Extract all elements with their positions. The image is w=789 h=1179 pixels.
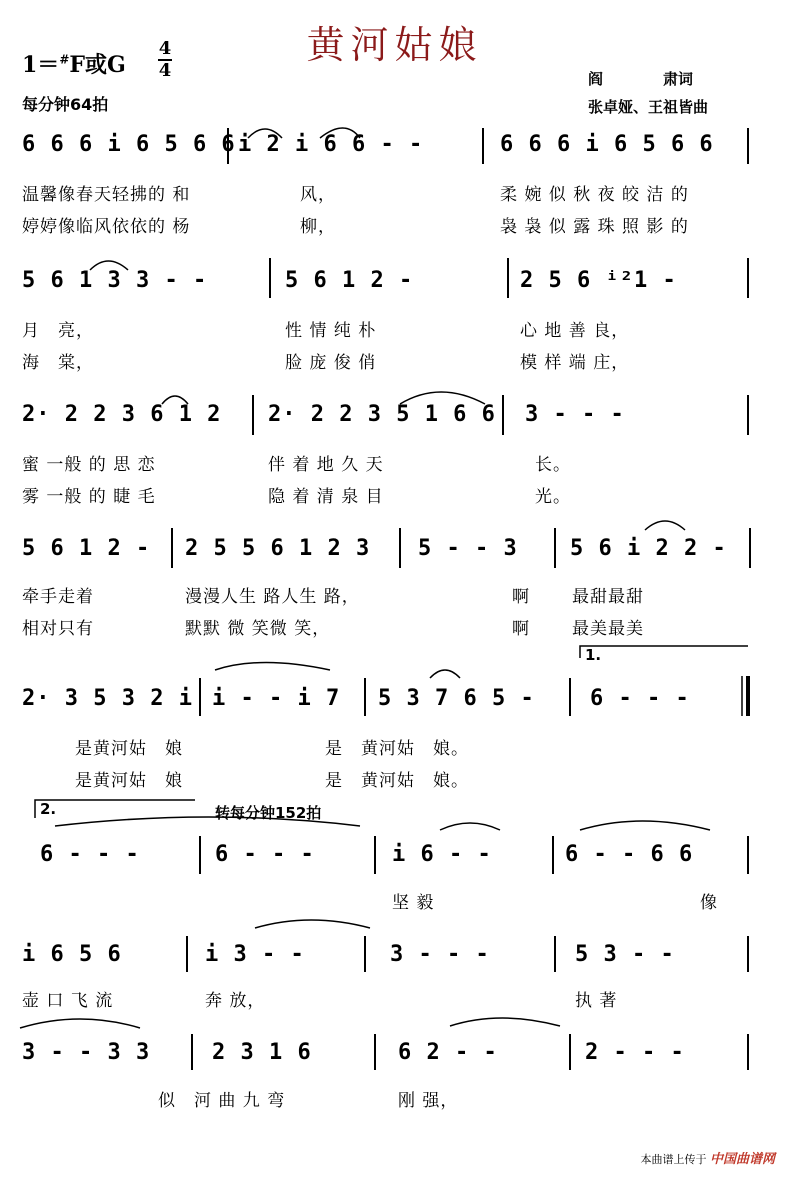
row8-lyric-a: 似 河 曲 九 弯 — [158, 1091, 286, 1111]
key-name: F或G — [69, 52, 126, 78]
row8-bar3-notes: 6 2 - - — [398, 1040, 498, 1065]
row7-lyric-a: 壶 口 飞 流 — [22, 991, 114, 1011]
tempo-change: 转每分钟152拍 — [215, 804, 322, 822]
row2-lyric1-a: 月 亮， — [22, 321, 94, 341]
row7-lyric-c: 执 著 — [575, 991, 618, 1011]
row7-bar2-notes: i 3 - - — [205, 942, 305, 967]
row8-lyric-b: 刚 强， — [398, 1091, 459, 1111]
time-signature-top: 4 — [158, 38, 172, 59]
lyricist-credit: 阎 肃词 — [588, 70, 694, 88]
row4-lyric1-b: 漫漫人生 路人生 路， — [185, 587, 360, 607]
row4-bar3-notes: 5 - - 3 — [418, 536, 518, 561]
row3-bar3-notes: 3 - - - — [525, 402, 625, 427]
volta-2-label: 2. — [40, 800, 57, 818]
row8-bar1-notes: 3 - - 3 3 — [22, 1040, 151, 1065]
row3-lyric2-b: 隐 着 清 泉 目 — [268, 487, 384, 507]
row6-bar3-notes: i 6 - - — [392, 842, 492, 867]
site-logo[interactable]: 中国曲谱网 — [709, 1152, 775, 1167]
row3-lyric1-a: 蜜 一般 的 思 恋 — [22, 455, 156, 475]
row4-bar1-notes: 5 6 1 2 - — [22, 536, 151, 561]
row5-bar1-notes: 2· 3 5 3 2 i — [22, 686, 193, 711]
row1-lyric2-b: 柳， — [300, 217, 336, 237]
row2-lyric2-c: 模 样 端 庄， — [520, 353, 630, 373]
row2-lyric2-a: 海 棠， — [22, 353, 94, 373]
time-signature-bottom: 4 — [158, 60, 172, 81]
row3-lyric2-a: 雾 一般 的 睫 毛 — [22, 487, 156, 507]
row1-lyric1-a: 温馨像春天轻拂的 和 — [22, 185, 191, 205]
row7-bar4-notes: 5 3 - - — [575, 942, 675, 967]
sharp-sign: # — [59, 52, 70, 67]
row1-lyric1-b: 风， — [300, 185, 336, 205]
row3-lyric1-b: 伴 着 地 久 天 — [268, 455, 384, 475]
row3-lyric1-c: 长。 — [535, 455, 571, 475]
row2-bar1-notes: 5 6 1 3 3 - - — [22, 268, 208, 293]
tempo-marking: 每分钟64拍 — [22, 95, 109, 114]
row6-bar4-notes: 6 - - 6 6 — [565, 842, 694, 867]
footer — [640, 1148, 775, 1167]
row2-bar2-notes: 5 6 1 2 - — [285, 268, 414, 293]
row5-bar3-notes: 5 3 7 6 5 - — [378, 686, 535, 711]
key-prefix: 1＝ — [22, 52, 60, 78]
row1-bar2-notes: i 2 i 6 6 - - — [238, 132, 424, 157]
composer-credit: 张卓娅、王祖皆曲 — [588, 98, 709, 116]
row2-lyric2-b: 脸 庞 俊 俏 — [285, 353, 377, 373]
row8-bar4-notes: 2 - - - — [585, 1040, 685, 1065]
row5-bar2-notes: i - - i 7 — [212, 686, 341, 711]
row7-bar3-notes: 3 - - - — [390, 942, 490, 967]
row1-bar1-notes: 6 6 6 i 6 5 6 6 — [22, 132, 236, 157]
row4-lyric2-d: 最美最美 — [572, 619, 644, 639]
row5-bar4-notes: 6 - - - — [590, 686, 690, 711]
row4-lyric1-c: 啊 — [512, 587, 530, 607]
row5-lyric1-b: 是 黄河姑 娘。 — [325, 739, 469, 759]
row2-bar3-notes: 2 5 6 ⁱ²1 - — [520, 268, 677, 293]
row7-lyric-b: 奔 放， — [205, 991, 266, 1011]
row1-bar3-notes: 6 6 6 i 6 5 6 6 — [500, 132, 714, 157]
volta-1-label: 1. — [585, 646, 602, 664]
footer-text: 本曲谱上传于 — [640, 1153, 707, 1166]
row1-lyric2-a: 婷婷像临风依依的 杨 — [22, 217, 191, 237]
row1-lyric1-c: 柔 婉 似 秋 夜 皎 洁 的 — [500, 185, 689, 205]
song-title: 黄河姑娘 — [306, 23, 483, 67]
row4-lyric2-c: 啊 — [512, 619, 530, 639]
row4-lyric2-a: 相对只有 — [22, 619, 94, 639]
row6-lyric-a: 坚 毅 — [392, 893, 435, 913]
row6-bar2-notes: 6 - - - — [215, 842, 315, 867]
row5-lyric2-a: 是黄河姑 娘 — [75, 771, 183, 791]
row3-lyric2-c: 光。 — [535, 487, 571, 507]
row4-lyric1-d: 最甜最甜 — [572, 587, 644, 607]
row5-lyric2-b: 是 黄河姑 娘。 — [325, 771, 469, 791]
row8-bar2-notes: 2 3 1 6 — [212, 1040, 312, 1065]
row7-bar1-notes: i 6 5 6 — [22, 942, 122, 967]
row1-lyric2-c: 袅 袅 似 露 珠 照 影 的 — [500, 217, 689, 237]
row4-lyric1-a: 牵手走着 — [22, 587, 94, 607]
row4-lyric2-b: 默默 微 笑微 笑， — [185, 619, 331, 639]
row6-lyric-b: 像 — [700, 893, 718, 913]
row4-bar4-notes: 5 6 i 2 2 - — [570, 536, 727, 561]
row5-lyric1-a: 是黄河姑 娘 — [75, 739, 183, 759]
row4-bar2-notes: 2 5 5 6 1 2 3 — [185, 536, 371, 561]
row2-lyric1-c: 心 地 善 良， — [520, 321, 630, 341]
row3-bar2-notes: 2· 2 2 3 5 1 6 6 — [268, 402, 496, 427]
row6-bar1-notes: 6 - - - — [40, 842, 140, 867]
row3-bar1-notes: 2· 2 2 3 6 1 2 — [22, 402, 222, 427]
row2-lyric1-b: 性 情 纯 朴 — [285, 321, 377, 341]
